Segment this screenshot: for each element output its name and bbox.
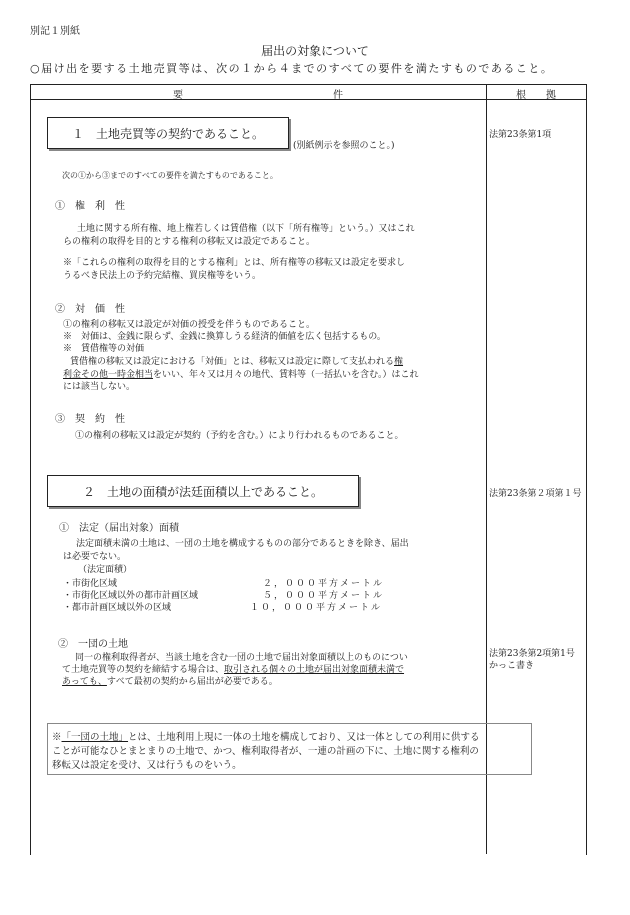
item-rights-note-line: ※「これらの権利の取得を目的とする権利」とは、所有権等の移転又は設定を要求し: [63, 258, 406, 268]
section2-basis: 法第23条第２項第１号: [489, 489, 582, 499]
text-span: ※: [52, 732, 62, 743]
text-span: をいい、年々又は月々の地代、賃料等（一括払いを含む。）はこれ: [153, 370, 419, 380]
note-line: [52, 729, 480, 743]
single-lot-basis-line: 法第23条第2項第1号: [489, 649, 575, 659]
section2-title: ２ 土地の面積が法廷面積以上であること。: [82, 485, 323, 499]
item-legal-area-heading: ① 法定（届出対象）面積: [59, 523, 179, 534]
item-consideration-line: ※ 対価は、金銭に限らず、金銭に換算しうる経済的価値を広く包括するもの。: [63, 332, 386, 342]
item-consideration-line: には該当しない。: [63, 382, 136, 392]
item-legal-area-body-line: 法定面積未満の土地は、一団の土地を構成するものの部分であるときを除き、届出: [76, 539, 409, 549]
section1-ref: (別紙例示を参照のこと。): [293, 141, 395, 151]
item-single-lot-heading: ② 一団の土地: [58, 639, 128, 650]
section1-lead: 次の①から③までのすべての要件を満たすものであること。: [62, 171, 278, 180]
area-row-value: ５，０００平方メートル: [263, 591, 385, 601]
item-contract-heading: ③ 契 約 性: [55, 414, 125, 425]
area-row-value: １０，０００平方メートル: [250, 603, 383, 613]
column-header-requirements: [30, 86, 486, 101]
area-row-label: ・都市計画区域以外の区域: [63, 603, 172, 613]
item-consideration-line: [70, 354, 403, 367]
page-title: 届出の対象について: [261, 44, 369, 58]
item-single-lot-line: 同一の権利取得者が、当該土地を含む一団の土地で届出対象面積以上のものについ: [75, 653, 408, 663]
underlined-text: 「一団の土地」: [61, 732, 129, 743]
single-lot-note-box: [47, 723, 532, 775]
item-rights-body-line: 土地に関する所有権、地上権若しくは賃借権（以下「所有権等」という。）又はこれ: [77, 224, 415, 234]
column-header-basis: 根 拠: [516, 90, 556, 101]
section1-title-box: [47, 117, 289, 149]
underlined-text: あっても、: [62, 677, 107, 687]
item-contract-body: ①の権利の移転又は設定が契約（予約を含む。）により行われるものであること。: [75, 431, 404, 441]
section2-title-box: [47, 475, 359, 507]
text-span: とは、土地利用上現に一体の土地を構成しており、又は一体としての利用に供する: [128, 732, 480, 743]
item-rights-body-line: らの権利の取得を目的とする権利の移転又は設定であること。: [63, 237, 316, 247]
single-lot-basis-line: かっこ書き: [489, 661, 535, 671]
area-row-label: ・市街化区域以外の都市計画区域: [63, 591, 199, 601]
item-rights-heading: ① 権 利 性: [55, 201, 125, 212]
item-consideration-line: ①の権利の移転又は設定が対価の授受を伴うものであること。: [63, 320, 316, 330]
area-row-label: ・市街化区域: [63, 579, 118, 589]
underlined-text: 取引される個々の土地が届出対象面積未満で: [224, 665, 405, 675]
text-span: すべて最初の契約から届出が必要である。: [106, 677, 278, 687]
section1-title: １ 土地売買等の契約であること。: [71, 127, 264, 141]
note-line: 移転又は設定を受け、又は行うものをいう。: [52, 760, 242, 771]
item-consideration-line: ※ 賃借権等の対価: [63, 344, 145, 354]
text-span: 賃借権の移転又は設定における「対価」とは、移転又は設定に際して支払われる: [70, 357, 395, 367]
area-row-value: ２，０００平方メートル: [263, 579, 385, 589]
section1-basis: 法第23条第1項: [489, 130, 552, 140]
item-rights-note-line: うるべき民法上の予約完結権、買戻権等をいう。: [63, 271, 262, 281]
text-span: て土地売買等の契約を締結する場合は、: [62, 665, 225, 675]
legal-area-sublabel: （法定面積）: [78, 565, 133, 575]
column-header-char: 要: [173, 90, 183, 101]
item-single-lot-line: [62, 674, 278, 687]
item-legal-area-body-line: は必要でない。: [63, 552, 127, 562]
intro-text: ○届け出を要する土地売買等は、次の１から４までのすべての要件を満たすものであること。: [30, 62, 554, 75]
header-note: 別記１別紙: [30, 26, 80, 37]
underlined-text: 利金その他一時金相当: [63, 370, 154, 380]
item-consideration-heading: ② 対 価 性: [55, 304, 125, 315]
underlined-text: 権: [394, 357, 404, 367]
column-header-char: 件: [333, 90, 343, 101]
note-line: ことが可能なひとまとまりの土地で、かつ、権利取得者が、一連の計画の下に、土地に関する権利の: [52, 746, 479, 757]
